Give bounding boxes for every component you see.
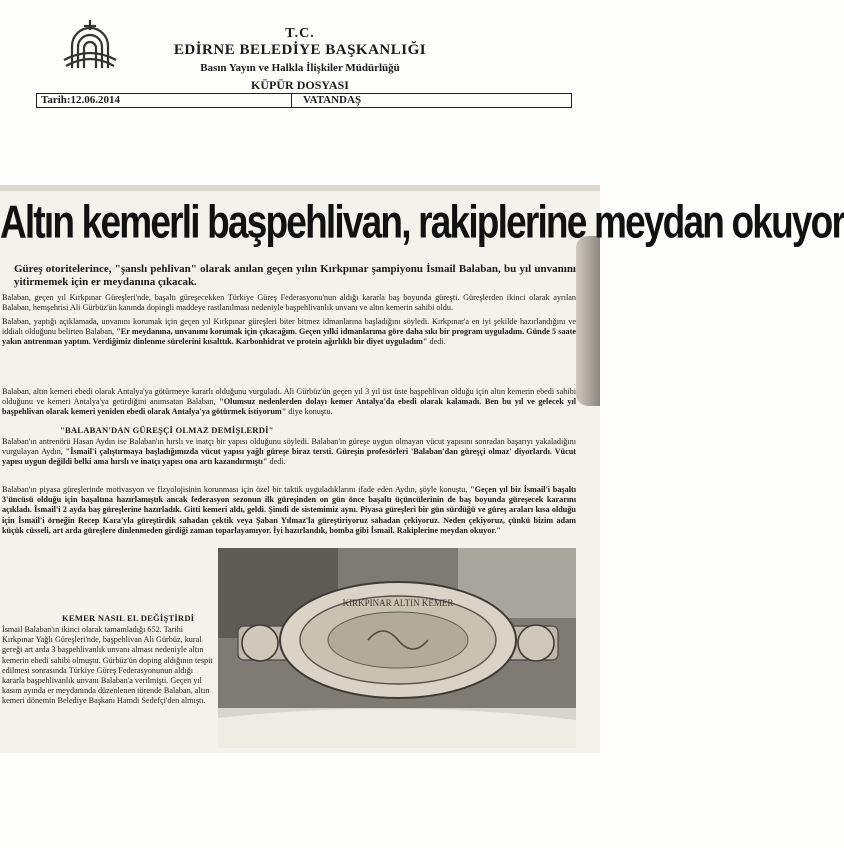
paragraph-4-quote: "İsmail'i çalıştırmaya başladığımızda vücut yapısı yağlı güreşe biraz tersti. Güreşin profesörleri 'Balaban'dan güreşçi olmaz' diyorlardı. Vücut yapısı uygun değildi belki ama hırslı ve inatçı yapısı ona artı kazandırmıştı" (2, 447, 576, 467)
golden-belt-photo (218, 548, 576, 748)
header-tc: T.C. (285, 26, 315, 41)
paragraph-4-tail: dedi. (267, 457, 286, 467)
article-headline: Altın kemerli başpehlivan, rakiplerine meydan okuyor (0, 196, 844, 248)
paragraph-4-text: Balaban'ın antrenörü Hasan Aydın ise Balaban'ın hırslı ve inatçı bir yapısı olduğunu söyledi. Balaban'ın güreşe uygun olmayan vücut yapısını sonradan başarıyı yakaladığını vurgulayan Aydın, (2, 437, 576, 457)
paragraph-2-quote: "Er meydanına, unvanımı korumak için çıkacağım. Geçen yılki idmanlarıma göre daha sıkı bir program uyguladım. Günde 5 saate yakın antrenman yaptım. Verdiğimiz dinlenme sürelerini kısalttık. Karbonhidrat ve protein ağırlıklı bir diyet uyguladım" (2, 327, 576, 347)
dossier-title: KÜPÜR DOSYASI (251, 78, 349, 92)
paragraph-3-quote: "Olumsuz nedenlerden dolayı kemer Antalya'da ebedi olarak kalamadı. Ben bu yıl ve gelecek yıl başpehlivan olarak kemeri yeniden ebedi olarak Antalya'ya götürmek istiyorum" (2, 397, 576, 417)
article-paragraph-6: İsmail Balaban'ın ikinci olarak tamamladığı 652. Tarihi Kırkpınar Yağlı Güreşleri'nde, başpehlivan Ali Gürbüz, kural gereği art arda 3 başpehlivanlık unvanı alması nedeniyle altın kemerin ebedi sahibi olmuştu. Gürbüz'ün doping aldığının tespit edilmesi sonrasında Türkiye Güreş Federasyonunun aldığı kararla başpehlivanlık unvanı Balaban'a verilmişti. Geçen yıl kasım ayında er meydanında düzenlenen törende Balaban, altın kemeri dönemin Belediye Başkanı Hamdi Sedefçi'den almıştı. (2, 625, 213, 706)
meta-divider (291, 94, 292, 107)
article-paragraph-1: Balaban, geçen yıl Kırkpınar Güreşleri'nde, başaltı güreşecekken Türkiye Güreş Federasyonu'nun aldığı kararla baş boyunda güreşti. Güreşlerden ikinci olarak ayrılan Balaban, hemşehrisi Ali Gürbüz'ün kanında dopingli maddeye rastlanılması nedeniyle başpehlivanlık unvanı ve altın kemerin sahibi oldu. (2, 293, 576, 313)
paragraph-3-text: Balaban, altın kemeri ebedi olarak Antalya'ya götürmeye kararlı olduğunu vurguladı. Ali Gürbüz'ün geçen yıl 3 yıl üst üste başpehlivan olduğu için altın kemerin ebedi sahibi olduğunu ve kemeri Antalya'ya getirdiğini anımsatan Balaban, (2, 387, 576, 407)
organization-name: EDİRNE BELEDİYE BAŞKANLIĞI (173, 42, 427, 58)
subheading-1: "BALABAN'DAN GÜREŞÇİ OLMAZ DEMİŞLERDİ" (60, 425, 274, 435)
paragraph-2-text: Balaban, yaptığı açıklamada, unvanını korumak için geçen yıl Kırkpınar güreşleri biter bitmez idmanlarına başladığını söyledi. Kırkpınar'a en iyi şekilde hazırlandığını ve iddialı olduğunu belirten Balaban, (2, 317, 576, 337)
clipping-edge (0, 185, 600, 191)
article-lead: Güreş otoritelerince, "şanslı pehlivan" olarak anılan geçen yılın Kırkpınar şampiyonu İsmail Balaban, bu yıl unvanını yitirmemek için er meydanına çıkacak. (14, 263, 576, 288)
clipping-date: Tarih:12.06.2014 (41, 94, 121, 106)
paragraph-2-tail: dedi. (427, 337, 446, 347)
article-paragraph-2 (2, 317, 576, 348)
article-paragraph-4 (2, 437, 576, 468)
subheading-2: KEMER NASIL EL DEĞİŞTİRDİ (62, 613, 195, 623)
paragraph-5-quote: "Geçen yıl biz İsmail'i başaltı 3'üncüsü olduğu için başaltına hazırlamıştık ancak federasyon sezonun ilk güreşinden on gün önce başaltı üçüncülerinin de baş boyunda güreşecek kararını açıkladı. İsmail'i 2 ayda baş güreşlerine hazırladık. Gitti kemeri aldı, geldi. Şimdi de sistemimiz aynı. Piyasa güreşleri bir gün sürdüğü ve güreş araları kısa olduğu için İsmail'i örneğin Recep Kara'yla güreştirdik sahadan çektik veya Şaban Yılmaz'la güreştiriyoruz sahadan çekiyoruz. Neden çekiyoruz, çünkü bizim adam küçük cüsseli, art arda güreşlere dinlenmeden girdiği zaman toparlayamıyor. İyi hazırlandık, bomba gibi İsmail. Rakiplerine meydan okuyor." (2, 485, 576, 535)
golden-belt-illustration (218, 548, 576, 748)
belt-inscription: KIRKPINAR ALTIN KEMER (342, 598, 454, 608)
clipping-meta-row (36, 93, 572, 108)
department-name: Basın Yayın ve Halkla İlişkiler Müdürlüğü (200, 62, 400, 74)
paragraph-3-tail: diye konuştu. (286, 407, 333, 417)
wrestler-arm-photo-fragment (576, 236, 600, 406)
paragraph-5-text: Balaban'ın piyasa güreşlerinde motivasyon ve fizyolojisinin korunması için özel bir taktik uyguladıklarını ifade eden Aydın, şöyle konuştu, (2, 485, 471, 494)
article-paragraph-5 (2, 485, 576, 545)
newspaper-name: VATANDAŞ (303, 94, 362, 106)
article-paragraph-3 (2, 387, 576, 418)
